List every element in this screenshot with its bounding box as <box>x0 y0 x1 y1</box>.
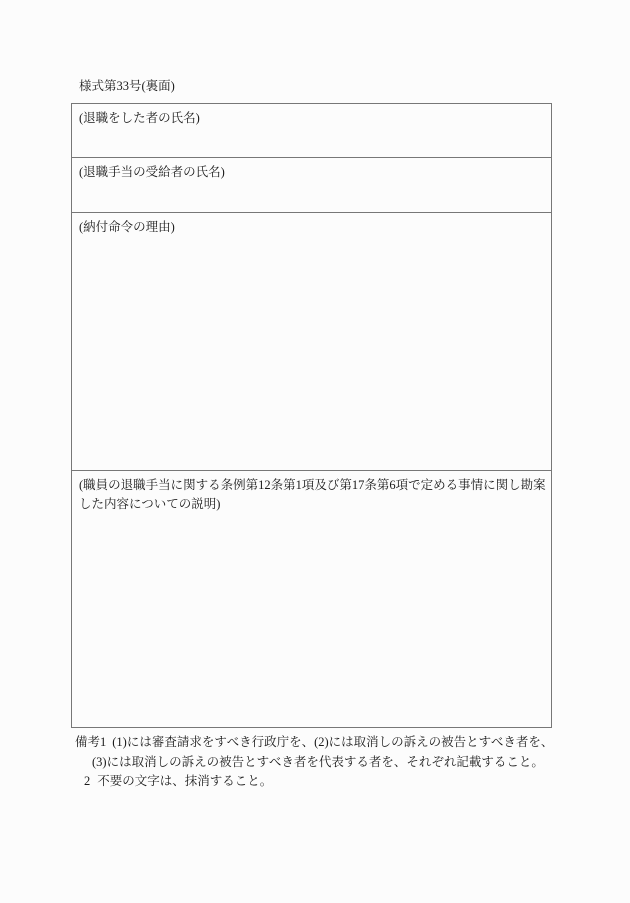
form-number-title: 様式第33号(裏面) <box>79 79 175 93</box>
table-row <box>72 213 552 471</box>
remarks-item-2-text: 不要の文字は、抹消すること。 <box>97 774 273 789</box>
field-allowance-recipient-name <box>72 158 552 213</box>
form-table <box>71 103 552 728</box>
field-label-allowance-recipient-name: (退職手当の受給者の氏名) <box>79 165 225 179</box>
table-row <box>72 158 552 213</box>
field-retiree-name <box>72 104 552 158</box>
table-row <box>72 471 552 728</box>
table-row <box>72 104 552 158</box>
remarks-item-1-text: (1)には審査請求をすべき行政庁を、(2)には取消しの訴えの被告とすべき者を、 <box>112 735 554 749</box>
field-payment-order-reason <box>72 213 552 471</box>
remarks-item-1-line-1 <box>75 733 630 753</box>
field-consideration-explanation <box>72 471 552 728</box>
remarks-section <box>0 733 630 792</box>
remarks-item-2 <box>84 772 630 792</box>
field-label-consideration-explanation: (職員の退職手当に関する条例第12条第1項及び第17条第6項で定める事情に関し勘案した内容についての説明) <box>79 478 546 511</box>
field-label-payment-order-reason: (納付命令の理由) <box>79 220 175 234</box>
remarks-item-2-number: 2 <box>84 774 91 789</box>
remarks-heading: 備考1 <box>75 735 107 749</box>
field-label-retiree-name: (退職をした者の氏名) <box>79 111 200 125</box>
remarks-item-1-line-2: (3)には取消しの訴えの被告とすべき者を代表する者を、それぞれ記載すること。 <box>92 754 544 769</box>
